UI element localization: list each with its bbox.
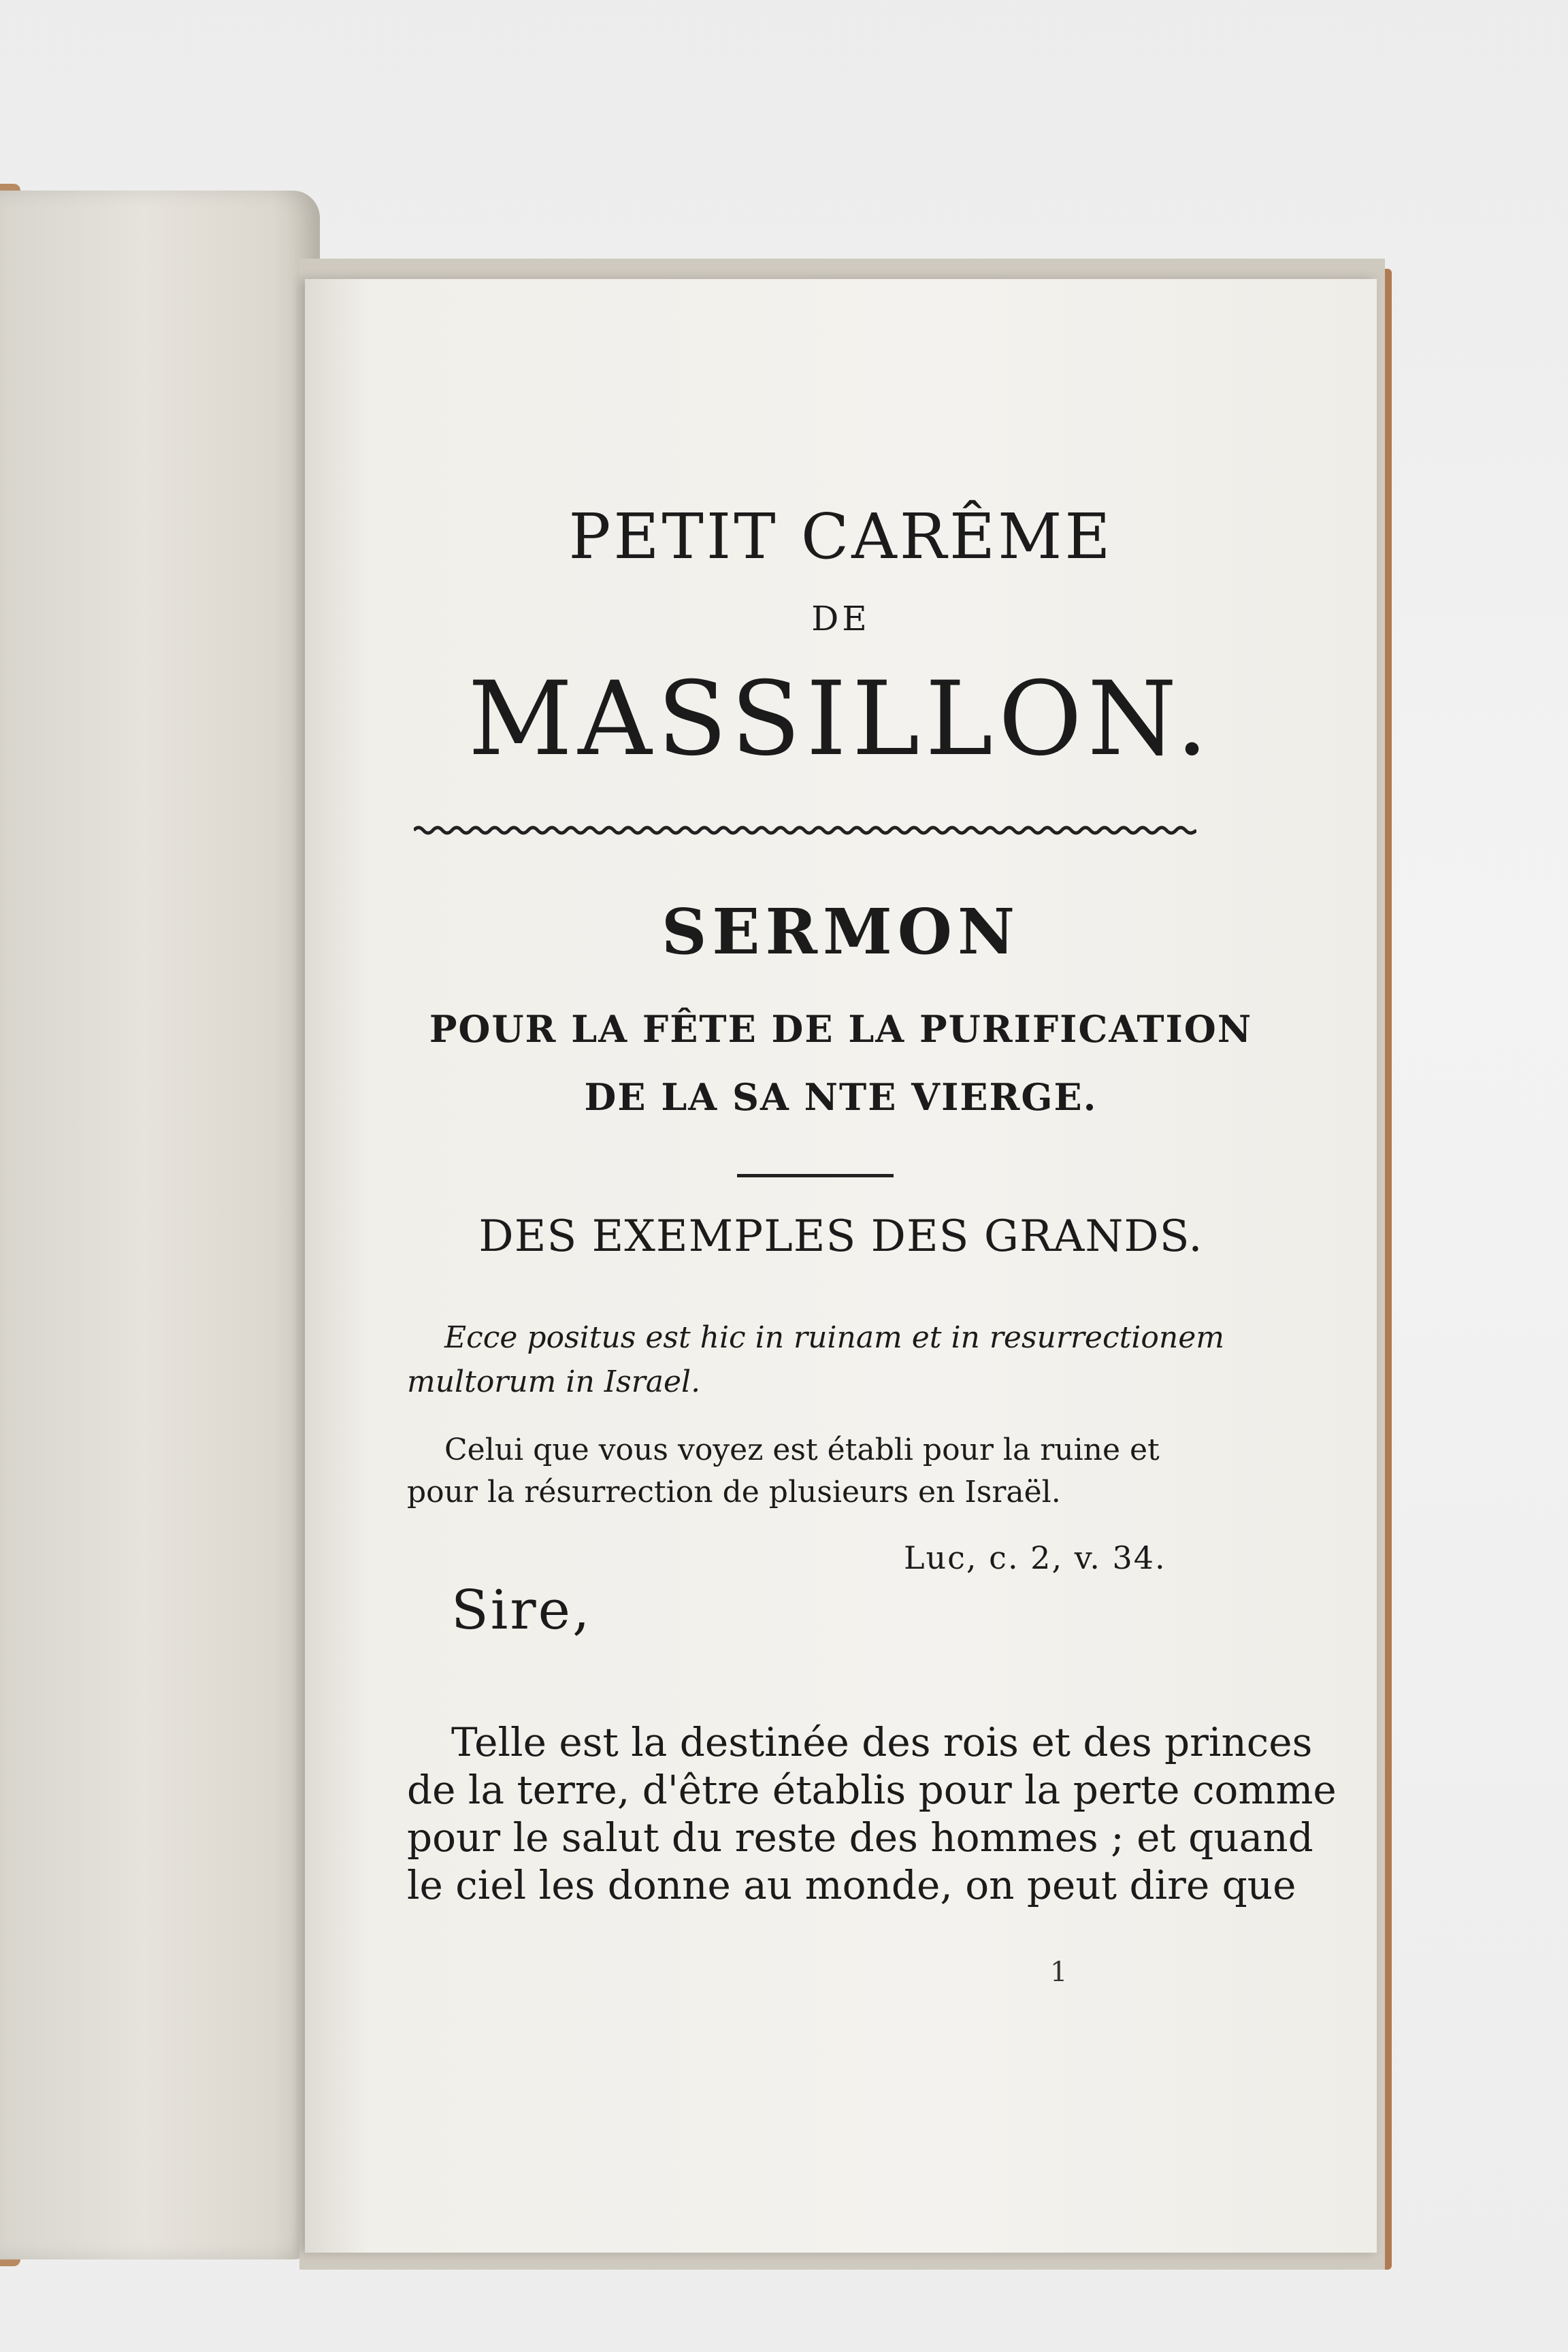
left-page xyxy=(0,191,320,2259)
scripture-reference: Luc, c. 2, v. 34. xyxy=(904,1539,1166,1576)
latin-epigraph-line-2: multorum in Israel. xyxy=(407,1365,701,1399)
latin-epigraph-line-1: Ecce positus est hic in ruinam et in resurrectionem xyxy=(444,1320,1224,1355)
body-line-2: de la terre, d'être établis pour la perte comme xyxy=(407,1767,1337,1813)
wavy-rule xyxy=(414,823,1196,837)
body-line-1: Telle est la destinée des rois et des princes xyxy=(451,1719,1313,1765)
subtitle-line-1: POUR LA FÊTE DE LA PURIFICATION xyxy=(429,1007,1253,1051)
sermon-heading: SERMON xyxy=(661,895,1021,968)
title-de: DE xyxy=(811,599,870,638)
section-heading: DES EXEMPLES DES GRANDS. xyxy=(478,1211,1203,1262)
salutation: Sire, xyxy=(451,1578,592,1642)
signature-mark: 1 xyxy=(1050,1957,1068,1988)
title-line-1: PETIT CARÊME xyxy=(568,500,1113,573)
book-page xyxy=(305,279,1377,2253)
french-epigraph-line-1: Celui que vous voyez est établi pour la ruine et xyxy=(444,1433,1160,1467)
title-line-2: MASSILLON. xyxy=(468,660,1214,779)
body-line-3: pour le salut du reste des hommes ; et quand xyxy=(407,1814,1313,1861)
short-rule xyxy=(737,1174,894,1177)
subtitle-line-2: DE LA SA NTE VIERGE. xyxy=(584,1075,1098,1119)
french-epigraph-line-2: pour la résurrection de plusieurs en Israël. xyxy=(407,1475,1061,1509)
body-line-4: le ciel les donne au monde, on peut dire que xyxy=(407,1862,1296,1908)
